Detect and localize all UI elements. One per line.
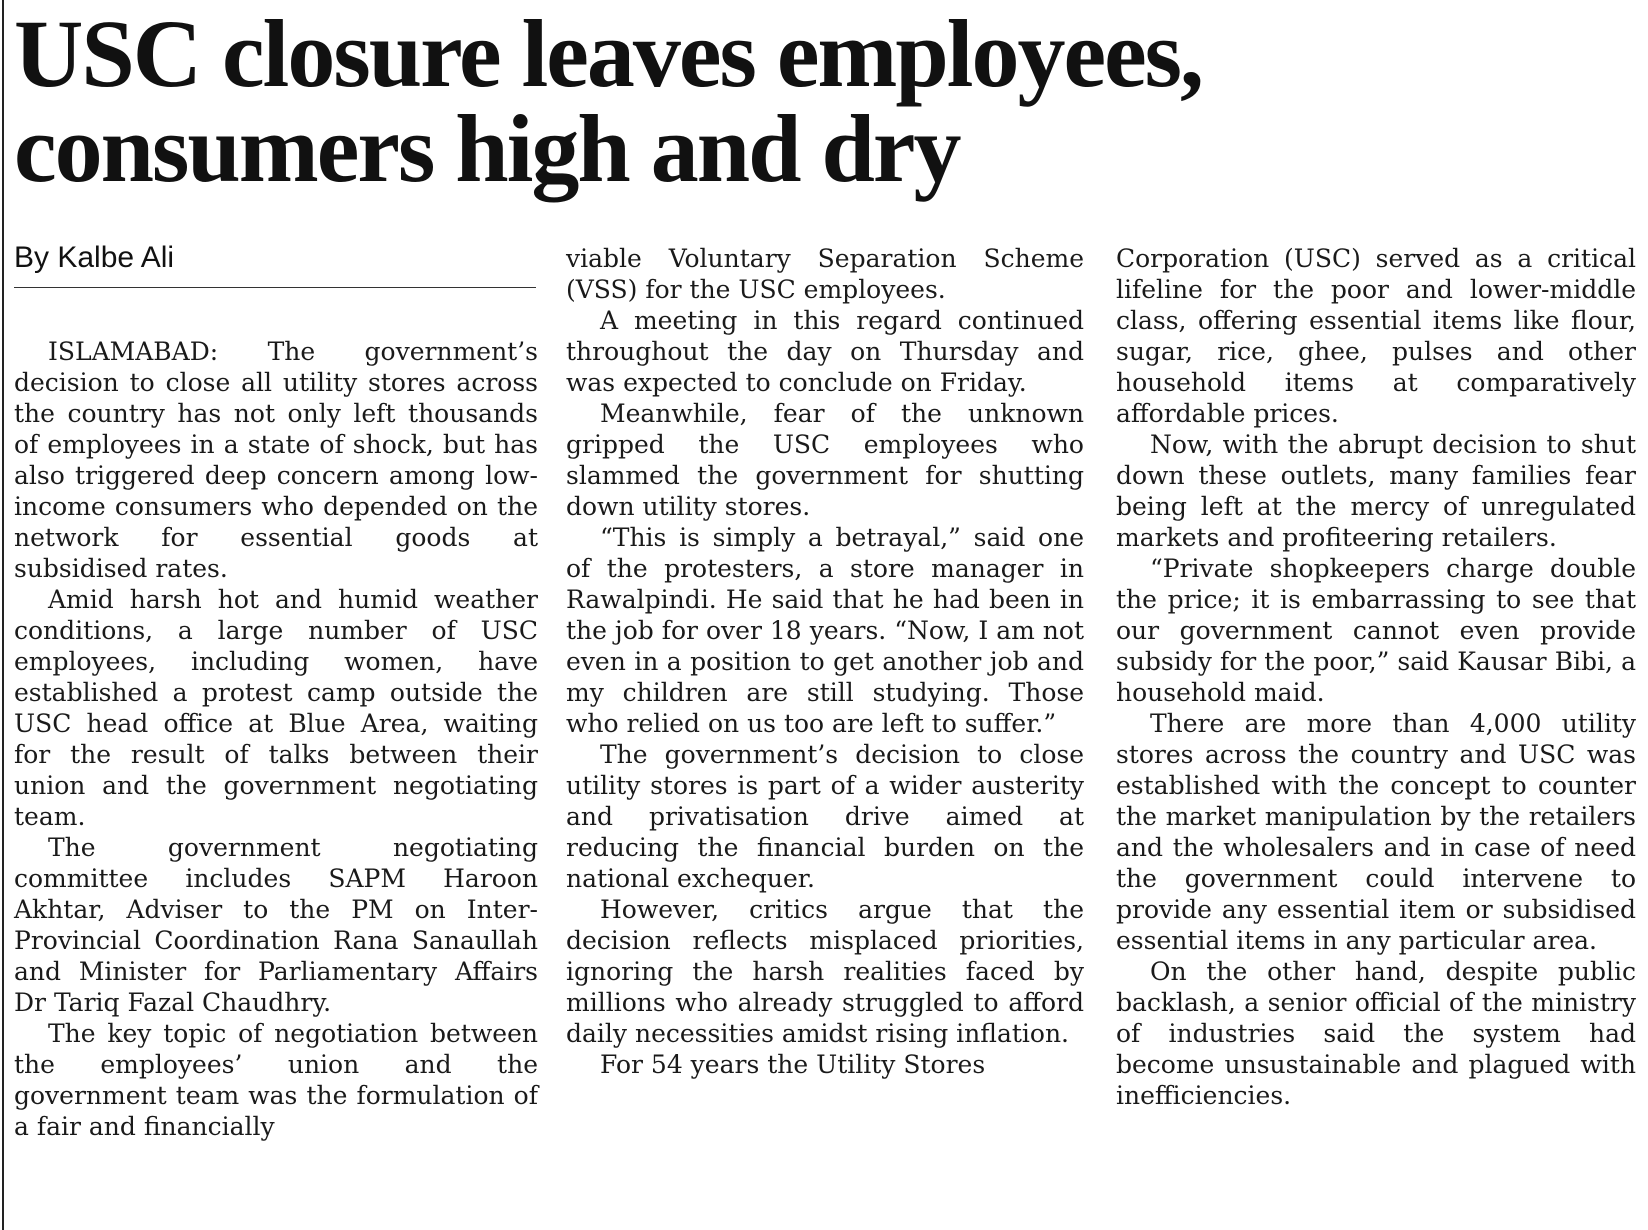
paragraph: Meanwhile, fear of the unknown gripped the USC employees who slammed the government for shutting down utility stores.	[566, 399, 1084, 521]
byline: By Kalbe Ali	[14, 241, 175, 274]
paragraph-continued: Corporation (USC) served as a critical lifeline for the poor and lower-middle class, offering essential items like flour, sugar, rice, ghee, pulses and other household items at comparatively affordable prices.	[1116, 244, 1636, 428]
paragraph: A meeting in this regard continued throughout the day on Thursday and was expected to conclude on Friday.	[566, 306, 1084, 397]
paragraph: The government’s decision to close utility stores is part of a wider austerity and privatisation drive aimed at reducing the financial burden on the national exchequer.	[566, 740, 1084, 893]
paragraph: The key topic of negotiation between the employees’ union and the government team was the formulation of a fair and financially	[14, 1019, 538, 1141]
paragraph-continued: viable Voluntary Separation Scheme (VSS) for the USC employees.	[566, 244, 1084, 304]
paragraph: Now, with the abrupt decision to shut down these outlets, many families fear being left at the mercy of unregulated markets and profiteering retailers.	[1116, 430, 1636, 552]
page-edge-rule	[2, 0, 4, 1230]
article-column-3	[1116, 243, 1636, 1111]
article-column-1	[14, 336, 538, 1142]
byline-divider	[14, 287, 536, 288]
paragraph: On the other hand, despite public backlash, a senior official of the ministry of industries said the system had become unsustainable and plagued with inefficiencies.	[1116, 957, 1636, 1110]
paragraph: However, critics argue that the decision reflects misplaced priorities, ignoring the harsh realities faced by millions who already struggled to afford daily necessities amidst rising inflation.	[566, 895, 1084, 1048]
paragraph: There are more than 4,000 utility stores across the country and USC was established with the concept to counter the market manipulation by the retailers and the wholesalers and in case of need the government could intervene to provide any essential item or subsidised essential items in any particular area.	[1116, 709, 1636, 955]
paragraph: Amid harsh hot and humid weather conditions, a large number of USC employees, including women, have established a protest camp outside the USC head office at Blue Area, waiting for the result of talks between their union and the government negotiating team.	[14, 585, 538, 831]
paragraph: “This is simply a betrayal,” said one of the protesters, a store manager in Rawalpindi. He said that he had been in the job for over 18 years. “Now, I am not even in a position to get another job and my children are still studying. Those who relied on us too are left to suffer.”	[566, 523, 1084, 738]
paragraph: For 54 years the Utility Stores	[600, 1050, 986, 1079]
article-column-2	[566, 243, 1084, 1080]
headline: USC closure leaves employees, consumers high and dry	[14, 0, 1203, 202]
paragraph: The government negotiating committee includes SAPM Haroon Akhtar, Adviser to the PM on Inter-Provincial Coordination Rana Sanaullah and Minister for Parliamentary Affairs Dr Tariq Fazal Chaudhry.	[14, 833, 538, 1017]
paragraph: ISLAMABAD: The government’s decision to close all utility stores across the country has not only left thousands of employees in a state of shock, but has also triggered deep concern among low-income consumers who depended on the network for essential goods at subsidised rates.	[14, 337, 538, 583]
paragraph: “Private shopkeepers charge double the price; it is embarrassing to see that our government cannot even provide subsidy for the poor,” said Kausar Bibi, a household maid.	[1116, 554, 1636, 707]
